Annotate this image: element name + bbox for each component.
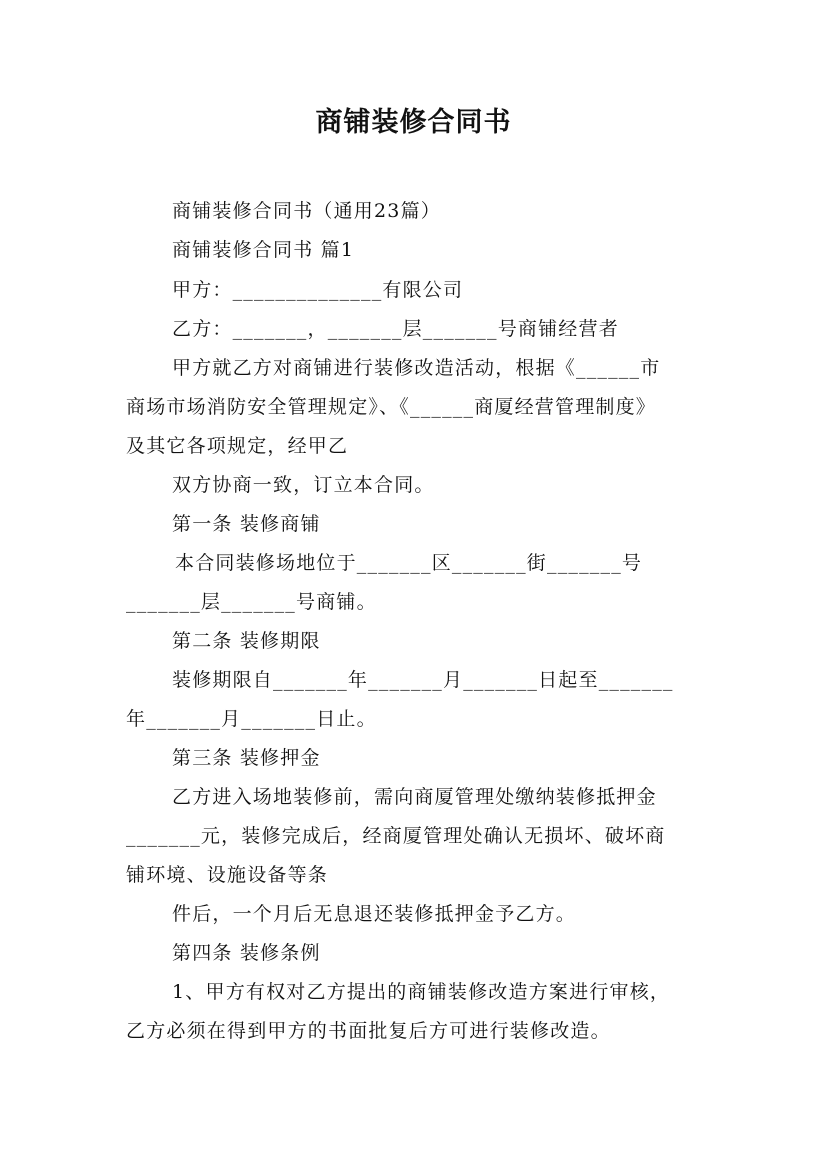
party-b-line: 乙方：_______，_______层_______号商铺经营者 [172,318,619,340]
paragraph-line: 及其它各项规定，经甲乙 [126,435,349,457]
paragraph-line: 商场市场消防安全管理规定》、《______商厦经营管理制度》 [126,396,657,418]
paragraph-line: 甲方就乙方对商铺进行装修改造活动，根据《______市 [172,357,661,379]
article-heading: 第二条 装修期限 [172,630,321,652]
paragraph-line: 装修期限自_______年_______月_______日起至_______ [172,669,674,691]
article-heading: 第三条 装修押金 [172,747,321,769]
paragraph-line: 乙方必须在得到甲方的书面批复后方可进行装修改造。 [126,1020,611,1042]
paragraph-line: 铺环境、设施设备等条 [126,864,329,886]
article-heading: 第一条 装修商铺 [172,513,321,535]
paragraph-line: 件后，一个月后无息退还装修抵押金予乙方。 [172,903,577,925]
paragraph-line: 年_______月_______日止。 [126,708,377,730]
paragraph-line: 双方协商一致，订立本合同。 [172,474,435,496]
paragraph-line: 1、甲方有权对乙方提出的商铺装修改造方案进行审核， [172,981,671,1003]
party-a-line: 甲方：______________有限公司 [172,279,464,301]
paragraph-line: _______层_______号商铺。 [126,591,377,613]
document-title: 商铺装修合同书 [315,107,512,138]
subtitle-line: 商铺装修合同书（通用23篇） [172,200,441,222]
article-heading: 第四条 装修条例 [172,942,321,964]
paragraph-line: _______元，装修完成后，经商厦管理处确认无损坏、破坏商 [126,825,666,847]
section-heading: 商铺装修合同书 篇1 [172,239,355,261]
paragraph-line: 乙方进入场地装修前，需向商厦管理处缴纳装修抵押金 [172,786,657,808]
paragraph-line: 本合同装修场地位于_______区_______街_______号 [175,552,643,574]
